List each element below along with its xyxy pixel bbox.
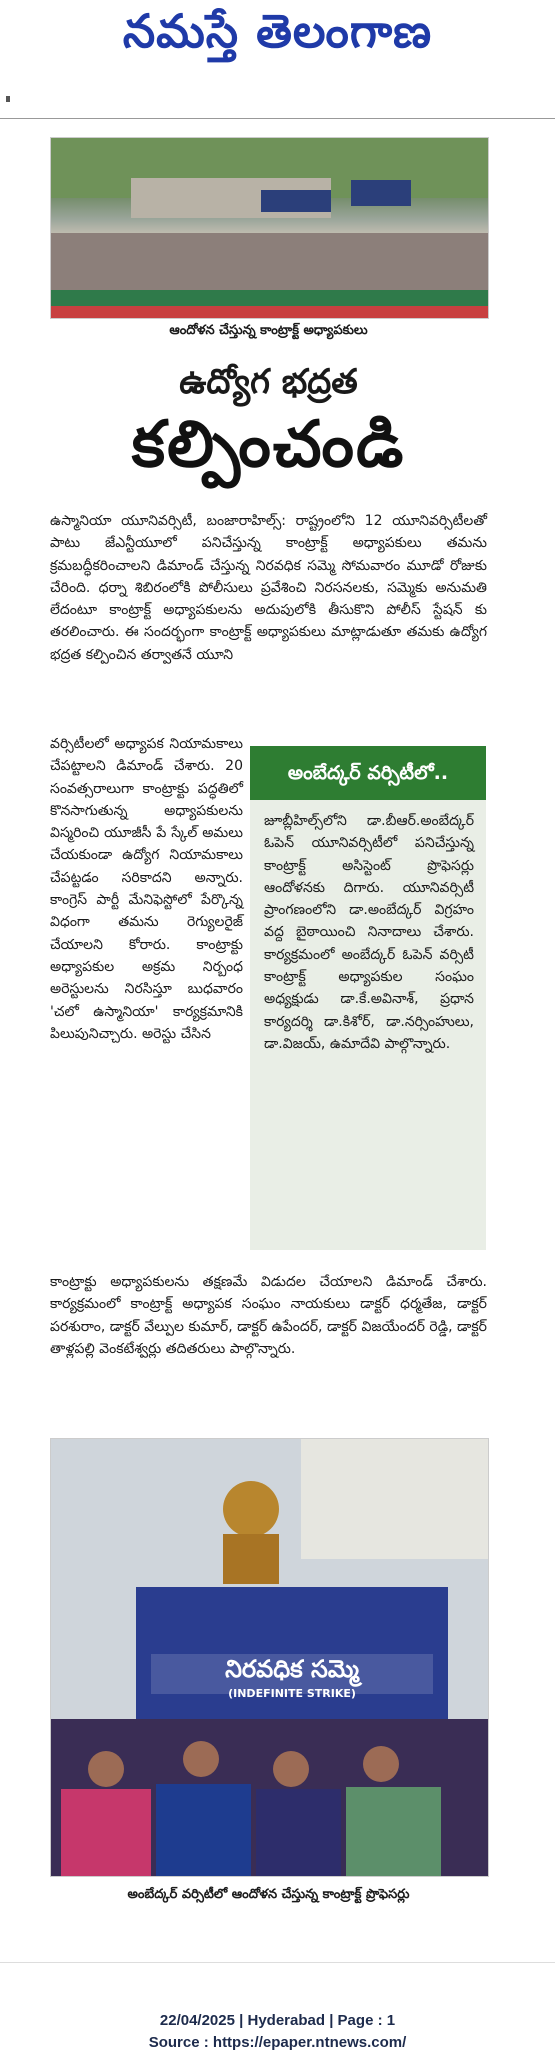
footer-source-line: Source : https://epaper.ntnews.com/: [148, 2034, 407, 2051]
ambedkar-photo-scene: [51, 1439, 488, 1876]
headline-line2: కల్పించండి: [131, 408, 406, 482]
photo1-caption: ఆందోళన చేస్తున్న కాంట్రాక్ట్ అధ్యాపకులు: [169, 323, 368, 338]
article-paragraph-top: ఉస్మానియా యూనివర్సిటీ, బంజారాహిల్స్: రాష్ట్రంలోని 12 యూనివర్సిటీలతో పాటు జేఎన్టీయూలో పనిచేస్తున్న కాంట్రాక్ట్ అధ్యాపకులు తమను క్రమబద్ధీకరించాలని డిమాండ్ చేస్తున్న నిరవధిక సమ్మె సోమవారం మూడో రోజుకు చేరింది. ధర్నా శిబిరంలోకి పోలీసులు ప్రవేశించి నిరసనలకు, సమ్మెకు అనుమతి లేదంటూ కాంట్రాక్ట్ అధ్యాపకులను అదుపులోకి తీసుకొని పోలీస్ స్టేషన్ కు తరలించారు. ఈ సందర్భంగా కాంట్రాక్ట్ అధ్యాపకులు మాట్లాడుతూ తమకు ఉద్యోగ భద్రత కల్పించిన తర్వాతనే యూని: [50, 513, 487, 663]
footer-rule: [0, 1962, 555, 1963]
banner-text: నిరవధిక సమ్మె: [225, 1655, 359, 1683]
masthead-title: నమస్తే తెలంగాణ: [122, 4, 433, 58]
article-paragraph-left: వర్సిటీలలో అధ్యాపక నియామకాలు చేపట్టాలని డిమాండ్ చేశారు. 20 సంవత్సరాలుగా కాంట్రాక్టు పద్ధతిలో కొనసాగుతున్న అధ్యాపకులను విస్మరించి యూజీసీ పే స్కేల్ అమలు చేయకుండా ఉద్యోగ నియామకాలు చేపట్టడం సరికాదని అన్నారు. కాంగ్రెస్ పార్టీ మేనిఫెస్టోలో పేర్కొన్న విధంగా తమను రెగ్యులరైజ్ చేయాలని కోరారు. కాంట్రాక్టు అధ్యాపకుల అక్రమ నిర్బంధ అరెస్టులను నిరసిస్తూ బుధవారం 'చలో ఉస్మానియా' కార్యక్రమానికి పిలుపునిచ్చారు. అరెస్టు చేసిన: [50, 736, 243, 1042]
ambedkar-protest-photo: [50, 1438, 489, 1877]
banner-sub: (INDEFINITE STRIKE): [228, 1687, 356, 1700]
headline-line1: ఉద్యోగ భద్రత: [179, 362, 358, 402]
protest-photo-scene: [51, 138, 488, 318]
masthead: [0, 0, 555, 84]
footer-date-line: 22/04/2025 | Hyderabad | Page : 1: [159, 2012, 396, 2029]
sidebar-heading: అంబేద్కర్ వర్సిటీలో..: [250, 746, 486, 800]
protest-photo: [50, 137, 489, 319]
photo2-caption: అంబేద్కర్ వర్సిటీలో ఆందోళన చేస్తున్న కాంట్రాక్ట్ ప్రొఫెసర్లు: [127, 1887, 410, 1902]
masthead-mark: [6, 96, 10, 102]
sidebar-text: జూబ్లీహిల్స్‌లోని డా.బీఆర్.అంబేద్కర్ ఓపెన్ యూనివర్సిటీలో పనిచేస్తున్న కాంట్రాక్ట్ అసిస్టెంట్ ప్రొఫెసర్లు ఆందోళనకు దిగారు. యూనివర్సిటీ ప్రాంగణంలోని డా.అంబేద్కర్ విగ్రహం వద్ద బైఠాయించి నినాదాలు చేశారు. కార్యక్రమంలో అంబేద్కర్ ఓపెన్ వర్సిటీ కాంట్రాక్ట్ అధ్యాపకుల సంఘం అధ్యక్షుడు డా.కే.అవినాశ్, ప్రధాన కార్యదర్శి డా.కిశోర్, డా.నర్సింహులు, డా.విజయ్, ఉమాదేవి పాల్గొన్నారు.: [264, 813, 474, 1052]
sidebar-box: [250, 746, 486, 1250]
header-rule: [0, 118, 555, 119]
article-paragraph-bottom: కాంట్రాక్టు అధ్యాపకులను తక్షణమే విడుదల చేయాలని డిమాండ్ చేశారు. కార్యక్రమంలో కాంట్రాక్ట్ అధ్యాపక సంఘం నాయకులు డాక్టర్ ధర్మతేజ, డాక్టర్ పరశురాం, డాక్టర్ వేల్పుల కుమార్, డాక్టర్ ఉపేందర్, డాక్టర్ విజయేందర్ రెడ్డి, డాక్టర్ తాళ్లపల్లి వెంకటేశ్వర్లు తదితరులు పాల్గొన్నారు.: [50, 1274, 487, 1357]
